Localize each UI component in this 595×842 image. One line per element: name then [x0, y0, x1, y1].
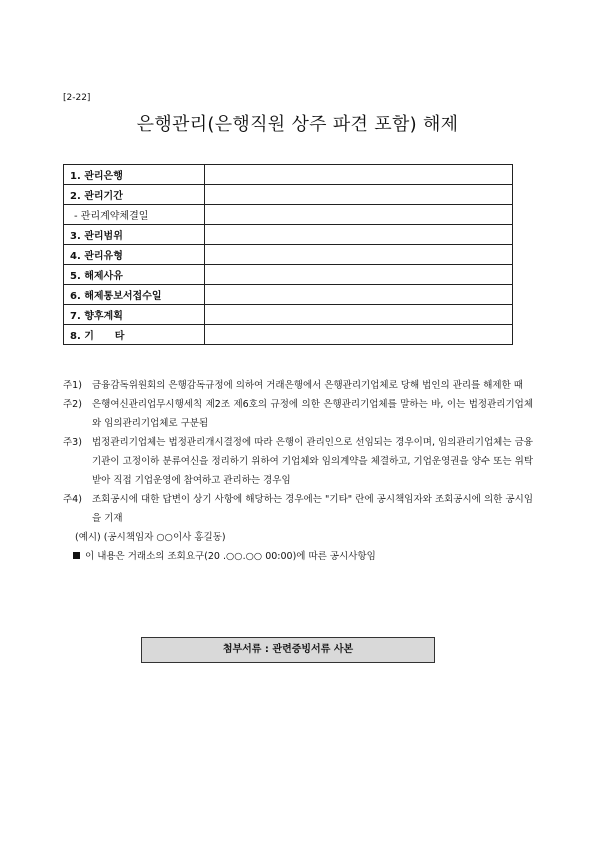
form-row-value[interactable] [205, 285, 513, 305]
form-row [64, 165, 513, 185]
form-row-value[interactable] [205, 185, 513, 205]
form-row-label: 2. 관리기간 [64, 185, 205, 205]
form-row [64, 265, 513, 285]
form-row [64, 285, 513, 305]
note-item [63, 490, 533, 528]
example-line: (예시) (공시책임자 ○○이사 홍길동) [75, 532, 226, 543]
form-code: [2-22] [63, 93, 91, 103]
note-text: 금융감독위원회의 은행감독규정에 의하여 거래은행에서 은행관리기업체로 당해 법인의 관리를 해제한 때 [92, 380, 523, 391]
form-row-label: 7. 향후계획 [64, 305, 205, 325]
bullet-line [63, 547, 533, 566]
form-row-value[interactable] [205, 265, 513, 285]
note-tag: 주3) [63, 437, 82, 448]
form-row-label: - 관리계약체결일 [64, 205, 205, 225]
note-item [63, 433, 533, 490]
disclosure-form-table [63, 164, 513, 345]
form-row [64, 325, 513, 345]
notes-section [63, 376, 533, 566]
note-tag: 주2) [63, 399, 82, 410]
form-row-label: 1. 관리은행 [64, 165, 205, 185]
bullet-text: 이 내용은 거래소의 조회요구(20 .○○.○○ 00:00)에 따른 공시사항임 [85, 551, 376, 562]
form-row [64, 245, 513, 265]
note-text: 은행여신관리업무시행세칙 제2조 제6호의 규정에 의한 은행관리기업체를 말하는 바, 이는 법정관리기업체와 임의관리기업체로 구분됨 [92, 399, 533, 429]
form-row-label: 8. 기 타 [64, 325, 205, 345]
form-row-value[interactable] [205, 225, 513, 245]
note-text: 법정관리기업체는 법정관리개시결정에 따라 은행이 관리인으로 선임되는 경우이며, 임의관리기업체는 금융기관이 고정이하 분류여신을 정리하기 위하여 기업체와 임의계약을 체결하고, 기업운영권을 양수 또는 위탁받아 직접 기업운영에 참여하고 관리하는 경우임 [92, 437, 533, 486]
note-tag: 주1) [63, 380, 82, 391]
form-row [64, 205, 513, 225]
form-row-label: 3. 관리범위 [64, 225, 205, 245]
form-row-value[interactable] [205, 325, 513, 345]
form-row-label: 6. 해제통보서접수일 [64, 285, 205, 305]
black-square-icon [73, 552, 80, 559]
note-tag: 주4) [63, 494, 82, 505]
page-title: 은행관리(은행직원 상주 파견 포함) 해제 [136, 114, 459, 135]
form-row [64, 185, 513, 205]
form-row-label: 5. 해제사유 [64, 265, 205, 285]
form-row [64, 305, 513, 325]
form-row-value[interactable] [205, 165, 513, 185]
note-text: 조회공시에 대한 답변이 상기 사항에 해당하는 경우에는 "기타" 란에 공시책임자와 조회공시에 의한 공시임을 기재 [92, 494, 533, 524]
form-row-value[interactable] [205, 205, 513, 225]
form-row-value[interactable] [205, 245, 513, 265]
form-row-label: 4. 관리유형 [64, 245, 205, 265]
note-item [63, 395, 533, 433]
form-row-value[interactable] [205, 305, 513, 325]
attachment-box: 첨부서류 : 관련증빙서류 사본 [141, 637, 435, 663]
form-row [64, 225, 513, 245]
note-item [63, 376, 533, 395]
